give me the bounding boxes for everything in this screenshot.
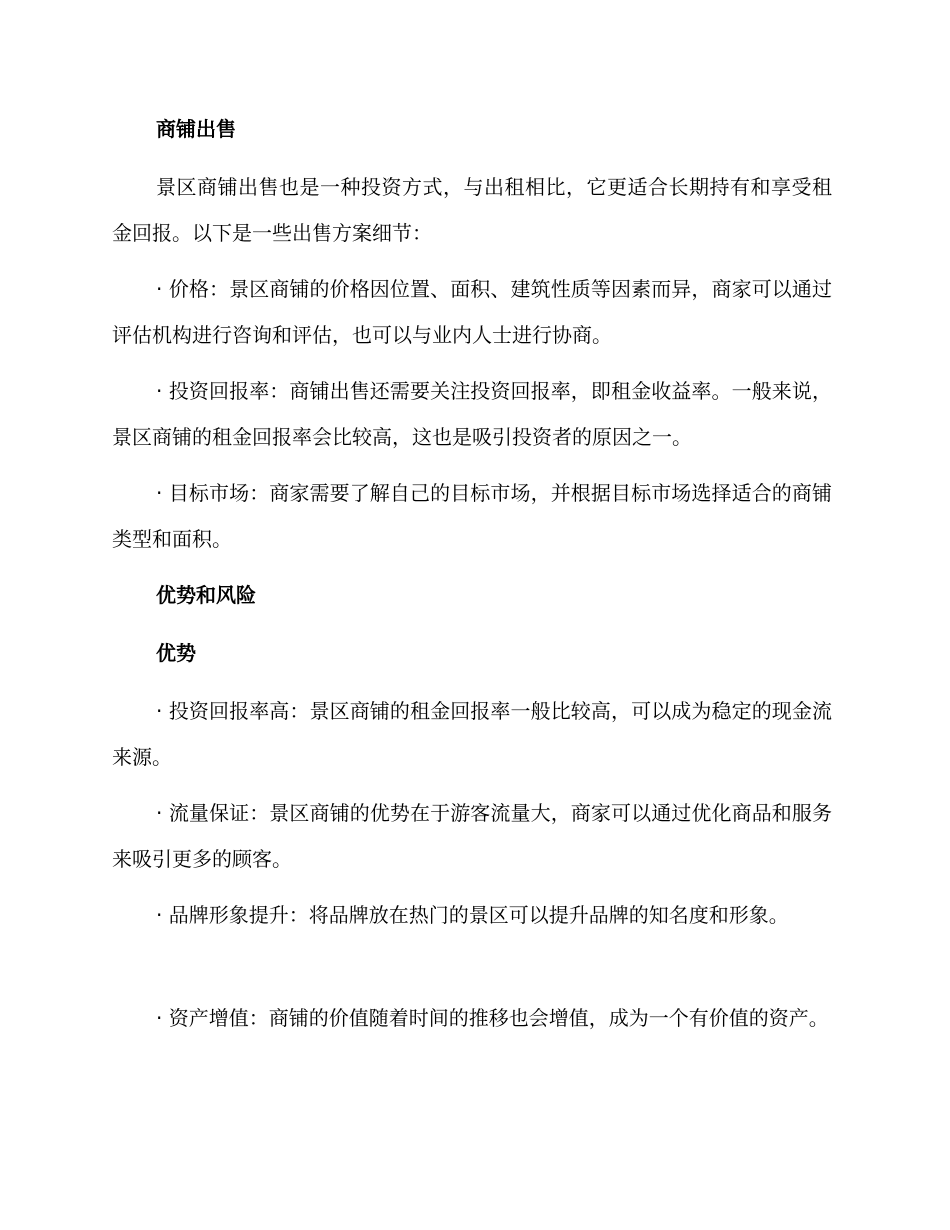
list-item-high-roi: · 投资回报率高：景区商铺的租金回报率一般比较高，可以成为稳定的现金流来源。 [112, 699, 832, 769]
section-heading-pros-and-risks: 优势和风险 [156, 583, 256, 607]
intro-paragraph: 景区商铺出售也是一种投资方式，与出租相比，它更适合长期持有和享受租金回报。以下是一些出售方案细节： [112, 175, 832, 245]
list-item-brand-image: · 品牌形象提升：将品牌放在热门的景区可以提升品牌的知名度和形象。 [156, 903, 789, 927]
list-item-asset-appreciation: · 资产增值：商铺的价值随着时间的推移也会增值，成为一个有价值的资产。 [156, 1006, 829, 1030]
list-item-target-market: · 目标市场：商家需要了解自己的目标市场，并根据目标市场选择适合的商铺类型和面积。 [112, 481, 832, 551]
section-heading-shop-sale: 商铺出售 [156, 117, 236, 141]
list-item-price: · 价格：景区商铺的价格因位置、面积、建筑性质等因素而异，商家可以通过评估机构进行咨询和评估，也可以与业内人士进行协商。 [112, 277, 832, 347]
section-heading-pros: 优势 [156, 641, 196, 665]
list-item-roi: · 投资回报率：商铺出售还需要关注投资回报率，即租金收益率。一般来说，景区商铺的租金回报率会比较高，这也是吸引投资者的原因之一。 [112, 379, 832, 449]
list-item-traffic: · 流量保证：景区商铺的优势在于游客流量大，商家可以通过优化商品和服务来吸引更多的顾客。 [112, 801, 832, 871]
